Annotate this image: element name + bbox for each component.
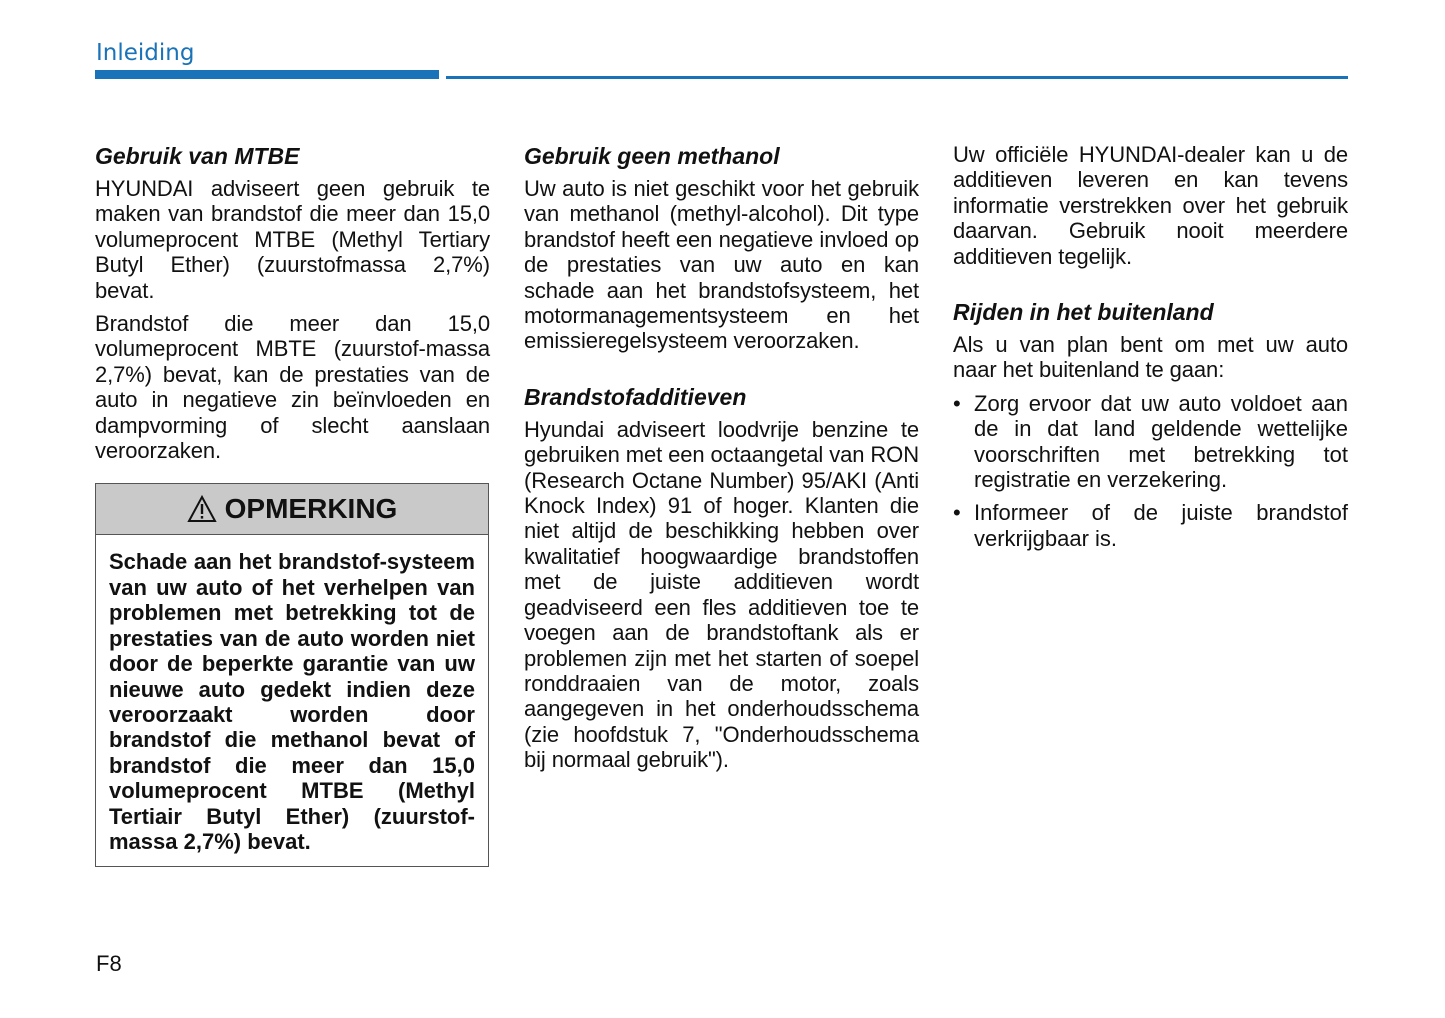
paragraph-methanol: Uw auto is niet geschikt voor het gebruik van methanol (methyl-alcohol). Dit type brandstof heeft een negatieve invloed op de prestaties van uw auto en kan schade aan het brandstofsysteem, het motormanagementsysteem en het emissieregelsysteem veroorzaken. (524, 176, 919, 354)
paragraph-mtbe-effects: Brandstof die meer dan 15,0 volumeprocent MBTE (zuurstof-massa 2,7%) bevat, kan de prestaties van de auto in negatieve zin beïnvloeden en dampvorming of slecht aanslaan veroorzaken. (95, 311, 490, 464)
page-number: F8 (96, 951, 122, 976)
list-item (953, 500, 1348, 551)
bullet-icon: • (953, 500, 961, 526)
column-left (95, 141, 490, 867)
list-item (953, 391, 1348, 493)
list-item-text: Informeer of de juiste brandstof verkrijgbaar is. (974, 500, 1348, 551)
column-middle (524, 141, 919, 773)
heading-fuel-additives: Brandstofadditieven (524, 383, 747, 410)
list-item-text: Zorg ervoor dat uw auto voldoet aan de in dat land geldende wettelijke voorschriften met betrekking tot registratie en verzekering. (974, 390, 1348, 493)
paragraph-dealer-additives: Uw officiële HYUNDAI-dealer kan u de additieven leveren en kan tevens informatie verstrekken over het gebruik daarvan. Gebruik nooit meerdere additieven tegelijk. (953, 142, 1348, 269)
notice-header (96, 484, 488, 535)
bullet-icon: • (953, 390, 961, 416)
notice-box (95, 483, 489, 867)
heading-methanol: Gebruik geen methanol (524, 143, 780, 169)
heading-mtbe: Gebruik van MTBE (95, 143, 300, 169)
heading-driving-abroad: Rijden in het buitenland (953, 299, 1214, 326)
section-title: Inleiding (96, 40, 195, 66)
notice-body: Schade aan het brandstof-systeem van uw auto of het verhelpen van problemen met betrekking tot de prestaties van de auto worden niet door de beperkte garantie van uw nieuwe auto gedekt indien deze veroorzaakt worden door brandstof die methanol bevat of brandstof die meer dan 15,0 volumeprocent MTBE (Methyl Tertiair Butyl Ether) (zuurstof-massa 2,7%) bevat. (109, 549, 475, 854)
column-right (953, 141, 1348, 559)
header-rule-thick (95, 70, 439, 79)
warning-triangle-icon (187, 495, 217, 523)
abroad-bullet-list (953, 391, 1348, 551)
header-rule-thin (446, 76, 1348, 79)
paragraph-fuel-additives: Hyundai adviseert loodvrije benzine te gebruiken met een octaangetal van RON (Research Octane Number) 95/AKI (Anti Knock Index) 91 of hoger. Klanten die niet altijd de beschikking hebben over kwalitatief hoogwaardige brandstoffen met de juiste additieven wordt geadviseerd een fles additieven toe te voegen aan de brandstoftank als er problemen zijn met het starten of soepel ronddraaien van de motor, zoals aangegeven in het onderhoudsschema (zie hoofdstuk 7, "Onderhoudsschema bij normaal gebruik"). (524, 416, 919, 773)
paragraph-driving-abroad: Als u van plan bent om met uw auto naar het buitenland te gaan: (953, 332, 1348, 383)
paragraph-mtbe-advice: HYUNDAI adviseert geen gebruik te maken van brandstof die meer dan 15,0 volumeprocent MTBE (Methyl Tertiary Butyl Ether) (zuurstofmassa 2,7%) bevat. (95, 176, 490, 303)
notice-title: OPMERKING (224, 493, 398, 525)
